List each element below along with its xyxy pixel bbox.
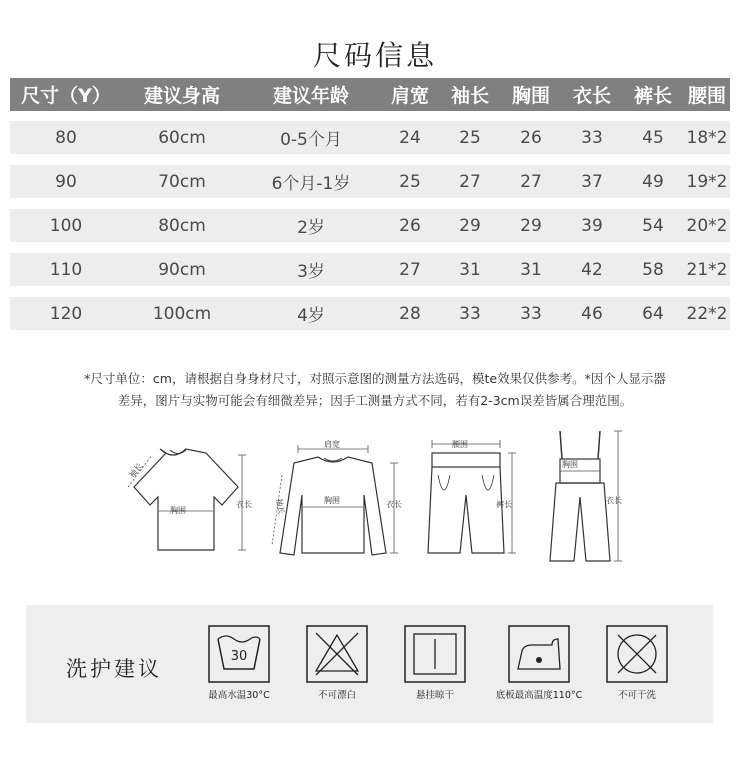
size-table-header xyxy=(10,78,730,111)
table-row xyxy=(10,165,730,198)
cell-length: 33 xyxy=(581,127,603,148)
cell-length: 39 xyxy=(581,215,603,236)
cell-height: 90cm xyxy=(158,259,206,280)
cell-height: 100cm xyxy=(152,303,212,324)
measurement-diagrams xyxy=(0,425,750,565)
cell-pants-length: 54 xyxy=(642,215,664,236)
iron-icon xyxy=(508,625,570,683)
label-chest: 胸围 xyxy=(170,506,186,515)
cell-age: 3岁 xyxy=(297,262,325,282)
cell-pants-length: 64 xyxy=(642,303,664,324)
cell-sleeve: 33 xyxy=(459,303,481,324)
care-label: 底板最高温度110°C xyxy=(495,690,583,701)
cell-waist: 20*2 xyxy=(686,215,728,236)
no-bleach-icon xyxy=(306,625,368,683)
label-pants-length: 裤长 xyxy=(496,500,512,509)
label-length-long: 衣长 xyxy=(386,500,402,509)
cell-age: 0-5个月 xyxy=(280,130,342,150)
cell-size: 110 xyxy=(49,259,83,280)
cell-size: 100 xyxy=(49,215,83,236)
care-title: 洗护建议 xyxy=(66,657,162,681)
table-row xyxy=(10,121,730,154)
label-waist: 腰围 xyxy=(452,440,468,449)
table-row xyxy=(10,253,730,286)
cell-waist: 19*2 xyxy=(686,171,728,192)
cell-chest: 33 xyxy=(520,303,542,324)
care-iron-temp xyxy=(484,625,594,701)
cell-shoulder: 24 xyxy=(399,127,421,148)
label-length-overalls: 衣长 xyxy=(606,496,622,505)
page-title: 尺码信息 xyxy=(312,39,437,72)
care-label: 最高水温30°C xyxy=(208,690,270,701)
cell-pants-length: 45 xyxy=(642,127,664,148)
cell-sleeve: 25 xyxy=(459,127,481,148)
overalls-diagram-icon xyxy=(538,427,638,565)
note-line-1: *尺寸单位：cm，请根据自身身材尺寸，对照示意图的测量方法选码，模te效果仅供参考。*因个人显示器 xyxy=(84,371,666,386)
cell-waist: 18*2 xyxy=(686,127,728,148)
care-label: 不可漂白 xyxy=(317,690,356,701)
label-sleeve: 袖长 xyxy=(127,461,145,480)
care-no-bleach xyxy=(282,625,392,701)
cell-chest: 31 xyxy=(520,259,542,280)
pants-diagram-icon xyxy=(420,435,525,560)
cell-size: 80 xyxy=(55,127,77,148)
cell-sleeve: 29 xyxy=(459,215,481,236)
cell-shoulder: 27 xyxy=(399,259,421,280)
label-shoulder: 肩宽 xyxy=(324,440,340,449)
wash-temp-value: 30 xyxy=(230,649,248,664)
header-pants-length: 裤长 xyxy=(633,85,672,107)
header-chest: 胸围 xyxy=(511,85,550,107)
header-height: 建议身高 xyxy=(143,85,220,107)
cell-shoulder: 26 xyxy=(399,215,421,236)
no-dry-clean-icon xyxy=(606,625,668,683)
care-instructions xyxy=(26,605,713,723)
label-sleeve-long: 袖长 xyxy=(274,497,286,516)
cell-waist: 21*2 xyxy=(686,259,728,280)
care-label: 悬挂晾干 xyxy=(415,690,454,701)
cell-chest: 26 xyxy=(520,127,542,148)
cell-size: 120 xyxy=(49,303,83,324)
cell-age: 6个月-1岁 xyxy=(271,174,351,194)
cell-chest: 27 xyxy=(520,171,542,192)
cell-length: 37 xyxy=(581,171,603,192)
care-no-dry-clean xyxy=(582,625,692,701)
note-line-2: 差异，图片与实物可能会有细微差异；因手工测量方式不同，若有2-3cm误差皆属合理范围。 xyxy=(117,393,633,408)
cell-sleeve: 27 xyxy=(459,171,481,192)
cell-size: 90 xyxy=(55,171,77,192)
cell-length: 42 xyxy=(581,259,603,280)
cell-chest: 29 xyxy=(520,215,542,236)
table-row xyxy=(10,209,730,242)
cell-waist: 22*2 xyxy=(686,303,728,324)
cell-height: 80cm xyxy=(158,215,206,236)
care-hang-dry xyxy=(380,625,490,701)
cell-sleeve: 31 xyxy=(459,259,481,280)
table-row xyxy=(10,297,730,330)
header-shoulder: 肩宽 xyxy=(390,85,429,107)
header-age: 建议年龄 xyxy=(272,85,349,107)
care-wash-temp xyxy=(184,625,294,701)
label-length: 衣长 xyxy=(236,500,252,509)
tshirt-diagram-icon xyxy=(118,435,253,560)
header-length: 衣长 xyxy=(572,85,611,107)
header-waist: 腰围 xyxy=(687,85,726,107)
cell-height: 60cm xyxy=(158,127,206,148)
label-chest-overalls: 胸围 xyxy=(562,460,578,469)
cell-pants-length: 58 xyxy=(642,259,664,280)
header-sleeve: 袖长 xyxy=(450,85,489,107)
cell-age: 2岁 xyxy=(297,218,325,238)
wash-30-icon xyxy=(208,625,270,683)
header-size: 尺寸（Y） xyxy=(21,85,111,107)
size-note xyxy=(10,368,740,412)
hang-dry-icon xyxy=(404,625,466,683)
label-chest-long: 胸围 xyxy=(324,496,340,505)
cell-height: 70cm xyxy=(158,171,206,192)
cell-shoulder: 28 xyxy=(399,303,421,324)
cell-shoulder: 25 xyxy=(399,171,421,192)
cell-age: 4岁 xyxy=(297,306,325,326)
cell-length: 46 xyxy=(581,303,603,324)
care-label: 不可干洗 xyxy=(617,690,656,701)
cell-pants-length: 49 xyxy=(642,171,664,192)
